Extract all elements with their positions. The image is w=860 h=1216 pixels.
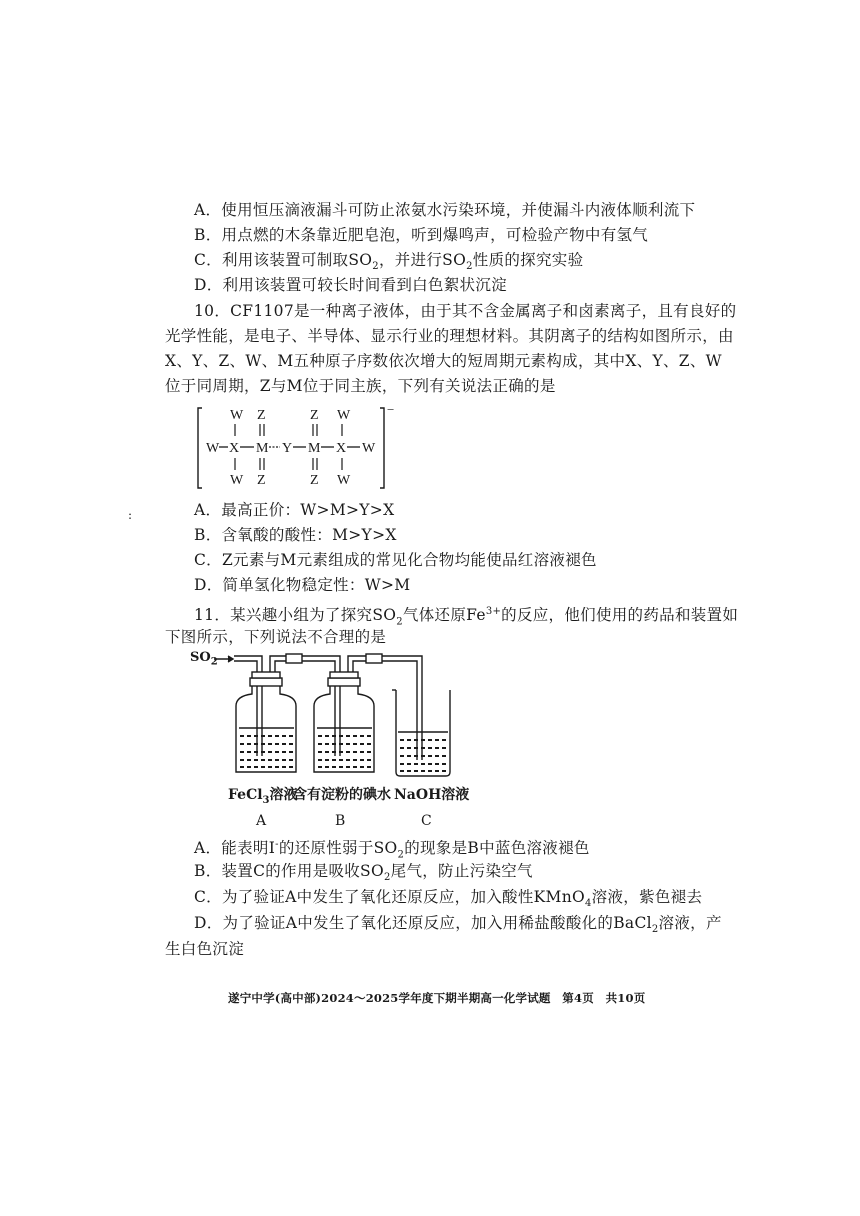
atom-w-right: W [362,441,376,456]
q9-option-b: B．用点燃的木条靠近肥皂泡，听到爆鸣声，可检验产物中有氢气 [194,226,649,244]
q9-option-d: D．利用该装置可较长时间看到白色絮状沉淀 [194,276,507,294]
apparatus-drawing [190,648,460,788]
anion-structure-diagram [196,404,396,492]
q11-option-a: A．能表明I-的还原性弱于$SO_2$的现象是B中蓝色溶液褪色 [194,839,590,861]
q11-option-d-line2: 生白色沉淀 [165,940,245,958]
q11-stem-line2: 下图所示，下列说法不合理的是 [165,628,387,646]
q9-option-a: A．使用恒压滴液漏斗可防止浓氨水污染环境，并使漏斗内液体顺利流下 [194,201,696,219]
q11-option-b: B．装置C的作用是吸收$SO_2$尾气，防止污染空气 [194,862,533,884]
page-footer: 遂宁中学(高中部)2024～2025学年度下期半期高一化学试题 第4页 共10页 [228,991,646,1005]
so2-inlet-label: $SO_2$ [190,650,218,668]
label-starch-iodine: 含有淀粉的碘水 [293,787,391,803]
atom-w-bottom2: W [337,473,351,488]
q11-stem-line1: 11．某兴趣小组为了探究$SO_2$气体还原$Fe^{3+}$的反应，他们使用的药品和装置如 [194,606,739,628]
letter-c: C [421,813,432,829]
atom-z-bottom1: Z [257,473,266,488]
charge-sign: − [387,404,395,417]
q10-option-c: C．Z元素与M元素组成的常见化合物均能使品红溶液褪色 [194,551,597,569]
atom-w-left: W [206,441,220,456]
q10-option-d: D．简单氢化物稳定性：W>M [194,576,411,594]
atom-x-right: X [336,441,347,456]
atom-w-bottom1: W [230,473,244,488]
atom-y: Y [282,441,293,456]
atom-w-top2: W [337,408,351,423]
letter-b: B [335,813,346,829]
margin-mark: : [128,508,133,522]
atom-x-left: X [229,441,240,456]
q11-option-c: C．为了验证A中发生了氧化还原反应，加入酸性KMnO$_4$溶液，紫色褪去 [194,888,703,910]
q10-stem-line2: 光学性能，是电子、半导体、显示行业的理想材料。其阴离子的结构如图所示，由 [165,327,734,345]
apparatus-diagram [190,648,470,833]
q10-stem-line1: 10．CF1107是一种离子液体，由于其不含金属离子和卤素离子，且有良好的 [194,302,737,320]
atom-m-right: M [308,441,321,456]
q10-stem-line4: 位于同周期，Z与M位于同主族，下列有关说法正确的是 [165,377,556,395]
q10-option-b: B．含氧酸的酸性：M>Y>X [194,526,397,544]
atom-z-bottom2: Z [310,473,319,488]
q9-option-c: C．利用该装置可制取$SO_2$，并进行$SO_2$性质的探究实验 [194,251,584,273]
atom-w-top1: W [230,408,244,423]
letter-a: A [256,813,267,829]
q10-option-a: A．最高正价：W>M>Y>X [194,501,395,519]
q10-stem-line3: X、Y、Z、W、M五种原子序数依次增大的短周期元素构成，其中X、Y、Z、W [165,352,722,370]
atom-m-left: M [256,441,269,456]
q11-option-d: D．为了验证A中发生了氧化还原反应，加入用稀盐酸酸化的BaCl$_2$溶液，产 [194,914,722,936]
label-fecl3: FeCl$_3$溶液 [228,787,298,806]
atom-z-top2: Z [310,408,319,423]
atom-z-top1: Z [257,408,266,423]
label-naoh: NaOH溶液 [394,787,470,803]
